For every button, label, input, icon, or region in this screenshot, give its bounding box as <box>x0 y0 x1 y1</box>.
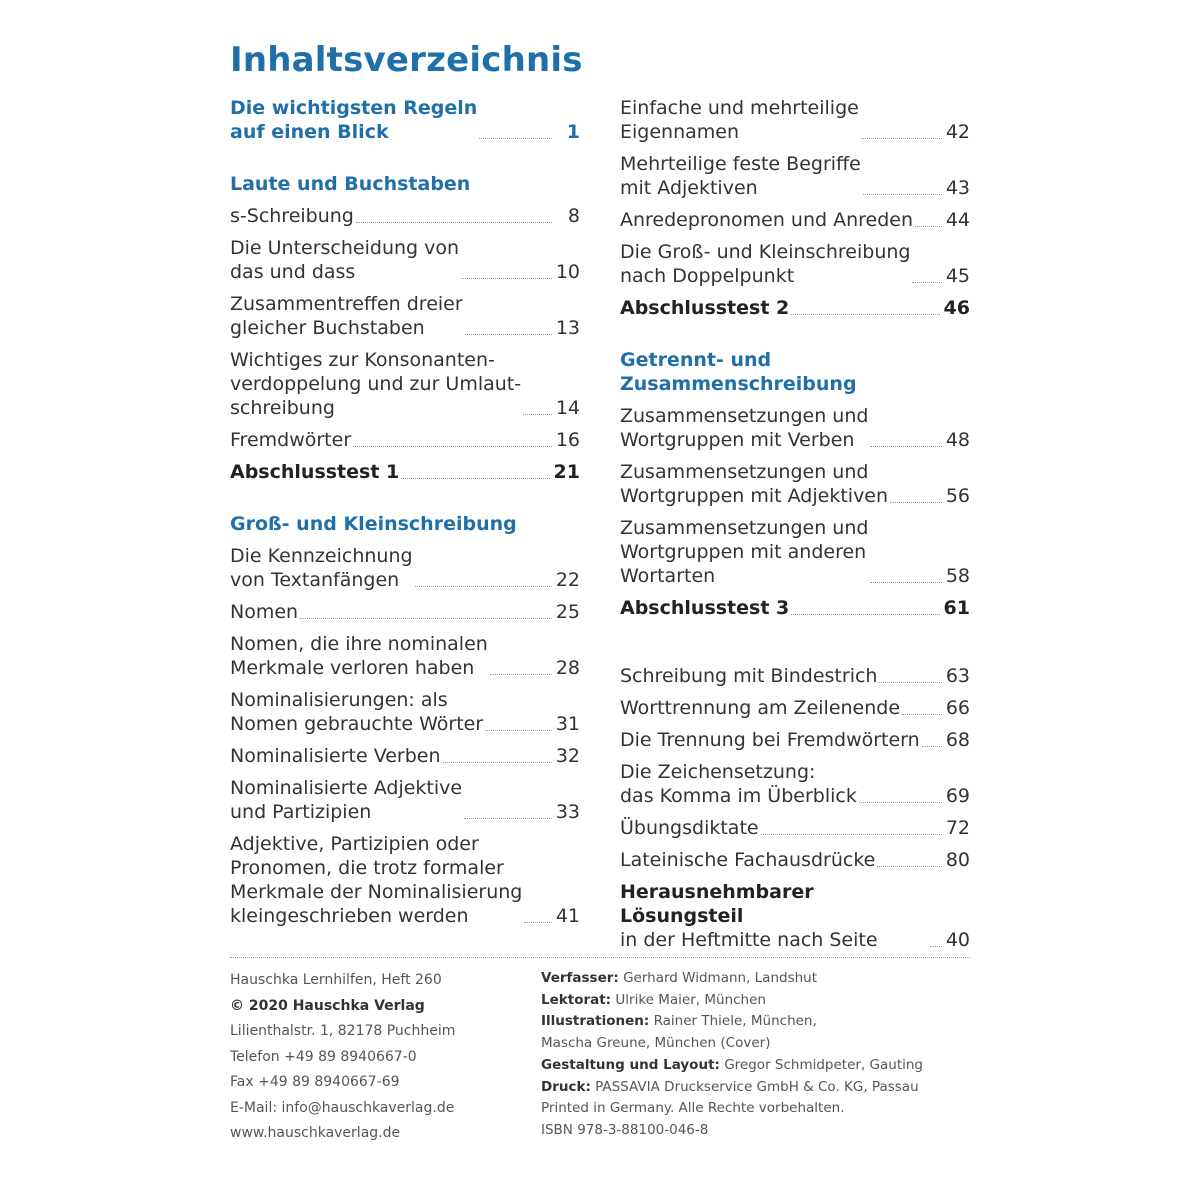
imprint-credit-value: Rainer Thiele, München, <box>649 1013 817 1030</box>
toc-entry-line: kleingeschrieben werden <box>230 905 469 927</box>
toc-entry-title <box>620 152 863 200</box>
toc-entry-title <box>620 404 870 452</box>
toc-entry[interactable] <box>230 776 580 824</box>
toc-entry-line: nach Doppelpunkt <box>620 265 795 287</box>
toc-entry[interactable] <box>620 596 970 620</box>
imprint-credit-line <box>541 990 981 1012</box>
toc-entry-line: Merkmale verloren haben <box>230 657 475 679</box>
imprint-credit-label: Gestaltung und Layout: <box>541 1056 720 1073</box>
toc-entry-line: s-Schreibung <box>230 205 354 227</box>
imprint-credit-line <box>541 1120 981 1142</box>
toc-entry[interactable] <box>230 632 580 680</box>
toc-entry-line: Nominalisierungen: als <box>230 689 448 711</box>
dot-leader <box>461 278 552 279</box>
toc-page-number: 8 <box>567 205 580 227</box>
toc-entry-line: Schreibung mit Bindestrich <box>620 665 878 687</box>
toc-page-number: 1 <box>566 121 580 143</box>
toc-entry-line: Die Kennzeichnung <box>230 545 413 567</box>
toc-entry-line: Nomen gebrauchte Wörter <box>230 713 484 735</box>
dot-leader <box>861 138 942 139</box>
toc-entry-line: Nomen <box>230 601 299 623</box>
toc-page-number: 22 <box>555 569 580 591</box>
imprint-credit-value: Gerhard Widmann, Landshut <box>618 970 818 986</box>
toc-entry-title <box>620 664 879 688</box>
dot-leader <box>356 222 552 223</box>
toc-entry-line: gleicher Buchstaben <box>230 317 425 339</box>
dot-leader <box>415 586 552 587</box>
toc-entry-title <box>620 460 890 508</box>
toc-page-number: 63 <box>945 665 970 687</box>
toc-entry-line: Eigennamen <box>620 121 740 143</box>
imprint-divider <box>230 957 970 958</box>
toc-page-number: 31 <box>555 713 580 735</box>
toc-left-column <box>230 96 580 936</box>
toc-page-number: 46 <box>943 297 970 319</box>
toc-page-number: 40 <box>945 929 970 951</box>
toc-entry-line: Merkmale der Nominalisierung <box>230 881 523 903</box>
toc-page-number: 45 <box>945 265 970 287</box>
imprint-line: Hauschka Lernhilfen, Heft 260 <box>230 972 442 988</box>
imprint-publisher <box>230 968 520 1147</box>
toc-entry-line: das Komma im Überblick <box>620 785 857 807</box>
toc-entry[interactable] <box>620 880 970 952</box>
toc-entry-title <box>230 204 356 228</box>
toc-entry[interactable] <box>230 96 580 144</box>
imprint-credit-line <box>541 1098 981 1120</box>
toc-entry-title <box>230 744 443 768</box>
dot-leader <box>859 802 942 803</box>
toc-entry[interactable] <box>230 348 580 420</box>
toc-entry-title <box>230 428 353 452</box>
dot-leader <box>890 502 942 503</box>
toc-entry[interactable] <box>230 460 580 484</box>
toc-entry[interactable] <box>620 848 970 872</box>
toc-entry-title <box>230 460 401 484</box>
toc-page-number: 56 <box>945 485 970 507</box>
toc-entry-line: Zusammensetzungen und <box>620 461 869 483</box>
dot-leader <box>353 446 552 447</box>
toc-entry-line: Wortgruppen mit Verben <box>620 429 855 451</box>
section-heading: Laute und Buchstaben <box>230 173 471 195</box>
toc-entry-line: Mehrteilige feste Begriffe <box>620 153 861 175</box>
dot-leader <box>479 138 552 139</box>
toc-page-number: 61 <box>943 597 970 619</box>
toc-entry-line: Zusammentreffen dreier <box>230 293 463 315</box>
imprint-credit-label: Illustrationen: <box>541 1013 650 1030</box>
imprint-line: Fax +49 89 8940667-69 <box>230 1074 400 1090</box>
toc-page-number: 66 <box>945 697 970 719</box>
imprint-credits <box>541 968 981 1142</box>
toc-entry[interactable] <box>620 152 970 200</box>
dot-leader <box>902 714 942 715</box>
section-heading-line: Zusammenschreibung <box>620 373 857 395</box>
toc-entry-line: Nomen, die ihre nominalen <box>230 633 488 655</box>
imprint-line: © 2020 Hauschka Verlag <box>230 997 425 1014</box>
toc-entry-line: Abschlusstest 2 <box>620 297 790 319</box>
toc-entry-line: Lateinische Fachausdrücke <box>620 849 876 871</box>
toc-entry-title <box>620 728 922 752</box>
toc-entry-line: Nominalisierte Adjektive <box>230 777 463 799</box>
toc-entry-line: Wichtiges zur Konsonanten- <box>230 349 495 371</box>
imprint-credit-label: Lektorat: <box>541 991 612 1008</box>
dot-leader <box>863 194 942 195</box>
spacer <box>620 628 970 664</box>
toc-entry[interactable] <box>620 516 970 588</box>
toc-entry-line: Wortarten <box>620 565 716 587</box>
toc-page-number: 21 <box>553 461 580 483</box>
dot-leader <box>464 818 552 819</box>
toc-entry[interactable] <box>620 460 970 508</box>
toc-entry[interactable] <box>620 760 970 808</box>
toc-entry-title <box>620 296 791 320</box>
toc-entry-line: Die Unterscheidung von <box>230 237 460 259</box>
toc-page-number: 43 <box>945 177 970 199</box>
toc-entry-title <box>620 96 861 144</box>
toc-entry-line: Die Trennung bei Fremdwörtern <box>620 729 920 751</box>
page-title: Inhaltsverzeichnis <box>230 40 583 80</box>
imprint-credit-value: Mascha Greune, München (Cover) <box>541 1035 771 1052</box>
toc-entry-line: schreibung <box>230 397 335 419</box>
toc-entry-line: Wortgruppen mit anderen <box>620 541 867 563</box>
toc-entry[interactable] <box>230 688 580 736</box>
toc-entry[interactable] <box>620 404 970 452</box>
toc-page-number: 14 <box>555 397 580 419</box>
toc-entry-line: in der Heftmitte nach Seite <box>620 929 878 951</box>
imprint-credit-line <box>541 1011 981 1033</box>
toc-entry-title <box>230 632 490 680</box>
dot-leader <box>791 614 939 615</box>
toc-entry-line: Herausnehmbarer Lösungsteil <box>620 881 814 927</box>
toc-entry-title <box>620 848 877 872</box>
toc-entry-line: Zusammensetzungen und <box>620 517 869 539</box>
toc-page-number: 13 <box>555 317 580 339</box>
toc-entry[interactable] <box>230 428 580 452</box>
toc-entry-line: Fremdwörter <box>230 429 352 451</box>
toc-entry[interactable] <box>230 292 580 340</box>
toc-entry-line: Zusammensetzungen und <box>620 405 869 427</box>
toc-entry[interactable] <box>620 696 970 720</box>
dot-leader <box>443 762 552 763</box>
toc-entry-title <box>620 240 912 288</box>
imprint-line: Telefon +49 89 8940667-0 <box>230 1048 417 1065</box>
toc-page-number: 42 <box>945 121 970 143</box>
toc-entry[interactable] <box>230 744 580 768</box>
toc-entry-line: Die Zeichensetzung: <box>620 761 816 783</box>
toc-entry[interactable] <box>620 208 970 232</box>
toc-entry-title <box>230 348 523 420</box>
imprint-line: Lilienthalstr. 1, 82178 Puchheim <box>230 1023 456 1039</box>
toc-entry[interactable] <box>230 544 580 592</box>
toc-page-number: 72 <box>945 817 970 839</box>
dot-leader <box>870 582 941 583</box>
toc-entry-title <box>620 760 859 808</box>
toc-page-number: 44 <box>945 209 970 231</box>
toc-entry-title <box>620 208 915 232</box>
dot-leader <box>485 730 552 731</box>
toc-entry-title <box>230 292 465 340</box>
imprint-credit-value: ISBN 978-3-88100-046-8 <box>541 1121 709 1138</box>
dot-leader <box>877 866 941 867</box>
toc-entry[interactable] <box>230 204 580 228</box>
toc-entry-line: Adjektive, Partizipien oder <box>230 833 479 855</box>
toc-right-column <box>620 96 970 960</box>
toc-page-number: 80 <box>945 849 970 871</box>
toc-page-number: 69 <box>945 785 970 807</box>
dot-leader <box>465 334 552 335</box>
dot-leader <box>870 446 941 447</box>
section-heading-line: Getrennt- und <box>620 349 772 371</box>
toc-entry-title <box>230 776 464 824</box>
toc-entry-title <box>230 96 479 144</box>
toc-entry[interactable] <box>620 728 970 752</box>
imprint-line: E-Mail: info@hauschkaverlag.de <box>230 1099 455 1116</box>
toc-entry[interactable] <box>230 236 580 284</box>
toc-page-number: 16 <box>555 429 580 451</box>
toc-entry-line: das und dass <box>230 261 356 283</box>
dot-leader <box>401 478 549 479</box>
toc-entry-title <box>230 236 461 284</box>
dot-leader <box>912 282 941 283</box>
toc-page-number: 25 <box>555 601 580 623</box>
imprint-credit-value: Ulrike Maier, München <box>611 991 766 1008</box>
toc-page-number: 41 <box>555 905 580 927</box>
toc-entry-line: Anredepronomen und Anreden <box>620 209 913 231</box>
toc-entry-line: auf einen Blick <box>230 121 389 143</box>
toc-entry-title <box>620 880 930 952</box>
toc-entry-line: Nominalisierte Verben <box>230 745 441 767</box>
toc-entry[interactable] <box>620 96 970 144</box>
imprint-credit-value: PASSAVIA Druckservice GmbH & Co. KG, Passau <box>590 1078 919 1095</box>
dot-leader <box>490 674 552 675</box>
toc-entry-line: Abschlusstest 3 <box>620 597 790 619</box>
toc-entry[interactable] <box>620 240 970 288</box>
toc-entry-line: mit Adjektiven <box>620 177 758 199</box>
section-heading <box>620 348 970 396</box>
toc-entry-title <box>620 596 791 620</box>
toc-entry-title <box>230 600 300 624</box>
dot-leader <box>791 314 939 315</box>
toc-entry-line: Pronomen, die trotz formaler <box>230 857 504 879</box>
toc-page-number: 10 <box>555 261 580 283</box>
imprint-credit-value: Gregor Schmidpeter, Gauting <box>719 1056 923 1073</box>
toc-entry[interactable] <box>230 600 580 624</box>
toc-entry-line: und Partizipien <box>230 801 372 823</box>
toc-entry[interactable] <box>620 816 970 840</box>
toc-entry-line: von Textanfängen <box>230 569 400 591</box>
imprint-line: www.hauschkaverlag.de <box>230 1125 401 1141</box>
dot-leader <box>761 834 942 835</box>
toc-entry-line: Worttrennung am Zeilenende <box>620 697 901 719</box>
dot-leader <box>930 946 942 947</box>
toc-entry-line: Wortgruppen mit Adjektiven <box>620 485 889 507</box>
toc-entry-title <box>620 816 761 840</box>
toc-page-number: 58 <box>945 565 970 587</box>
toc-page-number: 68 <box>945 729 970 751</box>
toc-entry-line: Übungsdiktate <box>620 817 759 839</box>
toc-entry-title <box>620 696 902 720</box>
imprint-credit-label: Verfasser: <box>541 970 619 986</box>
dot-leader <box>922 746 942 747</box>
imprint-credit-line <box>541 1055 981 1077</box>
toc-entry[interactable] <box>230 832 580 928</box>
toc-entry-line: verdoppelung und zur Umlaut- <box>230 373 522 395</box>
imprint-credit-value: Printed in Germany. Alle Rechte vorbehalten. <box>541 1100 845 1117</box>
dot-leader <box>523 414 552 415</box>
toc-entry-title <box>620 516 870 588</box>
toc-entry-title <box>230 544 415 592</box>
toc-entry[interactable] <box>620 296 970 320</box>
toc-entry-line: Einfache und mehrteilige <box>620 97 859 119</box>
toc-entry-line: Abschlusstest 1 <box>230 461 400 483</box>
dot-leader <box>915 226 942 227</box>
dot-leader <box>300 618 552 619</box>
toc-entry[interactable] <box>620 664 970 688</box>
toc-page-number: 33 <box>555 801 580 823</box>
toc-entry-title <box>230 688 485 736</box>
imprint-credit-line <box>541 968 981 990</box>
toc-page-number: 28 <box>555 657 580 679</box>
toc-entry-line: Die wichtigsten Regeln <box>230 97 478 119</box>
toc-page-number: 32 <box>555 745 580 767</box>
section-heading: Groß- und Kleinschreibung <box>230 513 517 535</box>
toc-entry-line: Die Groß- und Kleinschreibung <box>620 241 911 263</box>
toc-entry-title <box>230 832 524 928</box>
imprint-credit-line <box>541 1077 981 1099</box>
dot-leader <box>524 922 551 923</box>
imprint-credit-line <box>541 1033 981 1055</box>
imprint-credit-label: Druck: <box>541 1078 591 1095</box>
toc-page-number: 48 <box>945 429 970 451</box>
dot-leader <box>879 682 941 683</box>
